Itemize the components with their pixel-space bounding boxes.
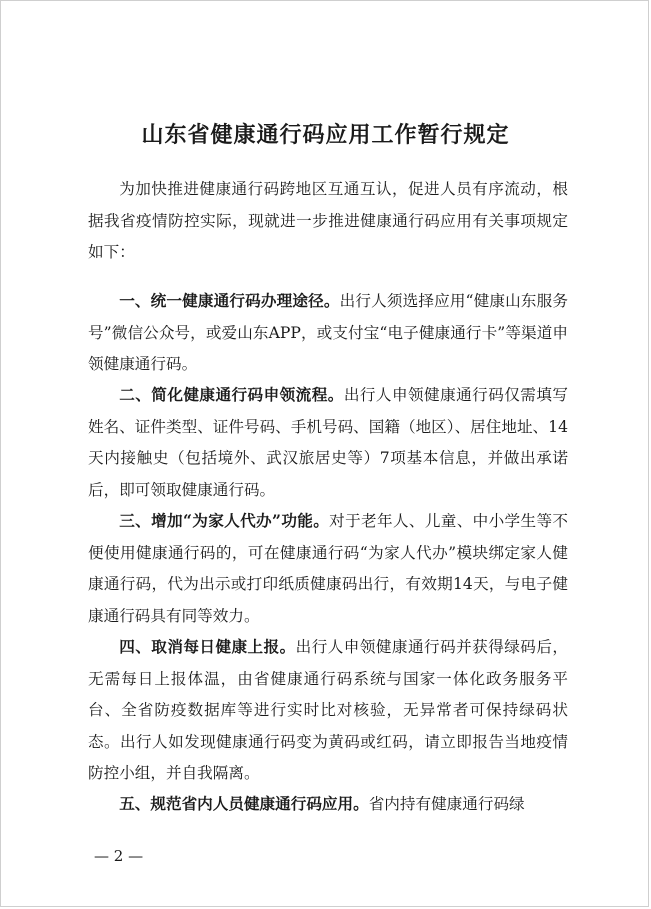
section-4-paragraph [88, 631, 568, 790]
document-title: 山东省健康通行码应用工作暂行规定 [141, 122, 510, 148]
section-1-heading: 一、统一健康通行码办理途径。 [119, 291, 340, 310]
section-3-body: 对于老年人、儿童、中小学生等不便使用健康通行码的，可在健康通行码“为家人代办”模块绑定家人健康通行码，代为出示或打印纸质健康码出行，有效期14天，与电子健康通行码具有同等效力。 [88, 512, 568, 625]
section-5-paragraph [88, 788, 568, 821]
section-2-paragraph [88, 379, 568, 506]
section-2-heading: 二、简化健康通行码申领流程。 [119, 385, 344, 404]
section-3-heading: 三、增加“为家人代办”功能。 [119, 511, 330, 530]
section-5-heading: 五、规范省内人员健康通行码应用。 [119, 794, 369, 813]
page-number: — 2 — [94, 847, 144, 865]
section-1-body: 出行人须选择应用“健康山东服务号”微信公众号，或爱山东APP，或支付宝“电子健康通行卡”等渠道申领健康通行码。 [88, 292, 568, 373]
section-2-body: 出行人申领健康通行码仅需填写姓名、证件类型、证件号码、手机号码、国籍（地区）、居住地址、14天内接触史（包括境外、武汉旅居史等）7项基本信息，并做出承诺后，即可领取健康通行码。 [88, 386, 568, 499]
section-5-body: 省内持有健康通行码绿 [368, 795, 525, 813]
section-1-paragraph [88, 285, 568, 381]
section-4-heading: 四、取消每日健康上报。 [119, 637, 296, 656]
section-4-body: 出行人申领健康通行码并获得绿码后，无需每日上报体温，由省健康通行码系统与国家一体化政务服务平台、全省防疫数据库等进行实时比对核验，无异常者可保持绿码状态。出行人如发现健康通行码变为黄码或红码，请立即报告当地疫情防控小组，并自我隔离。 [88, 638, 568, 782]
section-3-paragraph [88, 505, 568, 632]
intro-paragraph: 为加快推进健康通行码跨地区互通互认，促进人员有序流动，根据我省疫情防控实际，现就进一步推进健康通行码应用有关事项规定如下： [88, 180, 568, 261]
